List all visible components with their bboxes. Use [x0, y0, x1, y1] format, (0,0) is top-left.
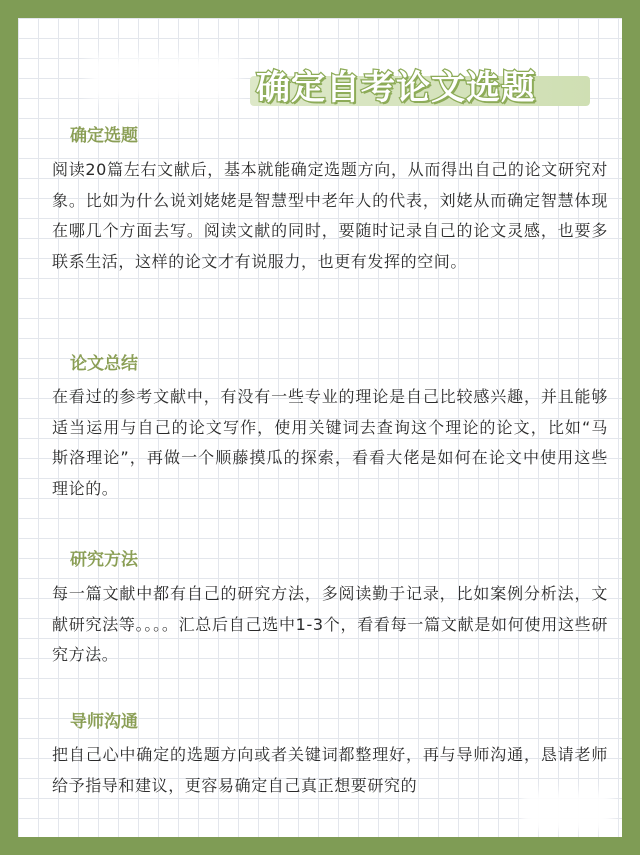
section-body-advisor: 把自己心中确定的选题方向或者关键词都整理好，再与导师沟通，恳请老师给予指导和建议，更容易确定自己真正想要研究的: [52, 745, 608, 795]
corner-watermark: [522, 791, 612, 831]
section-heading-topic: 确定选题: [70, 126, 138, 146]
page-title: 确定自考论文选题: [256, 68, 536, 108]
section-heading-advisor: 导师沟通: [70, 712, 138, 732]
section-body-methods: 每一篇文献中都有自己的研究方法，多阅读勤于记录，比如案例分析法，文献研究法等。。。。汇总后自己选中1-3个，看看每一篇文献是如何使用这些研究方法。: [52, 584, 608, 664]
blurred-watermark: [88, 56, 238, 100]
section-body-summary: 在看过的参考文献中，有没有一些专业的理论是自己比较感兴趣，并且能够适当运用与自己的论文写作，使用关键词去查询这个理论的论文，比如“马斯洛理论”，再做一个顺藤摸瓜的探索，看看大佬是如何在论文中使用这些理论的。: [52, 387, 608, 498]
section-heading-summary: 论文总结: [70, 354, 138, 374]
section-body-topic: 阅读20篇左右文献后，基本就能确定选题方向，从而得出自己的论文研究对象。比如为什么说刘姥姥是智慧型中老年人的代表，刘姥从而确定智慧体现在哪几个方面去写。阅读文献的同时，要随时记录自己的论文灵感，也要多联系生活，这样的论文才有说服力，也更有发挥的空间。: [52, 160, 608, 271]
document-page: [18, 18, 622, 837]
section-heading-methods: 研究方法: [70, 550, 138, 570]
